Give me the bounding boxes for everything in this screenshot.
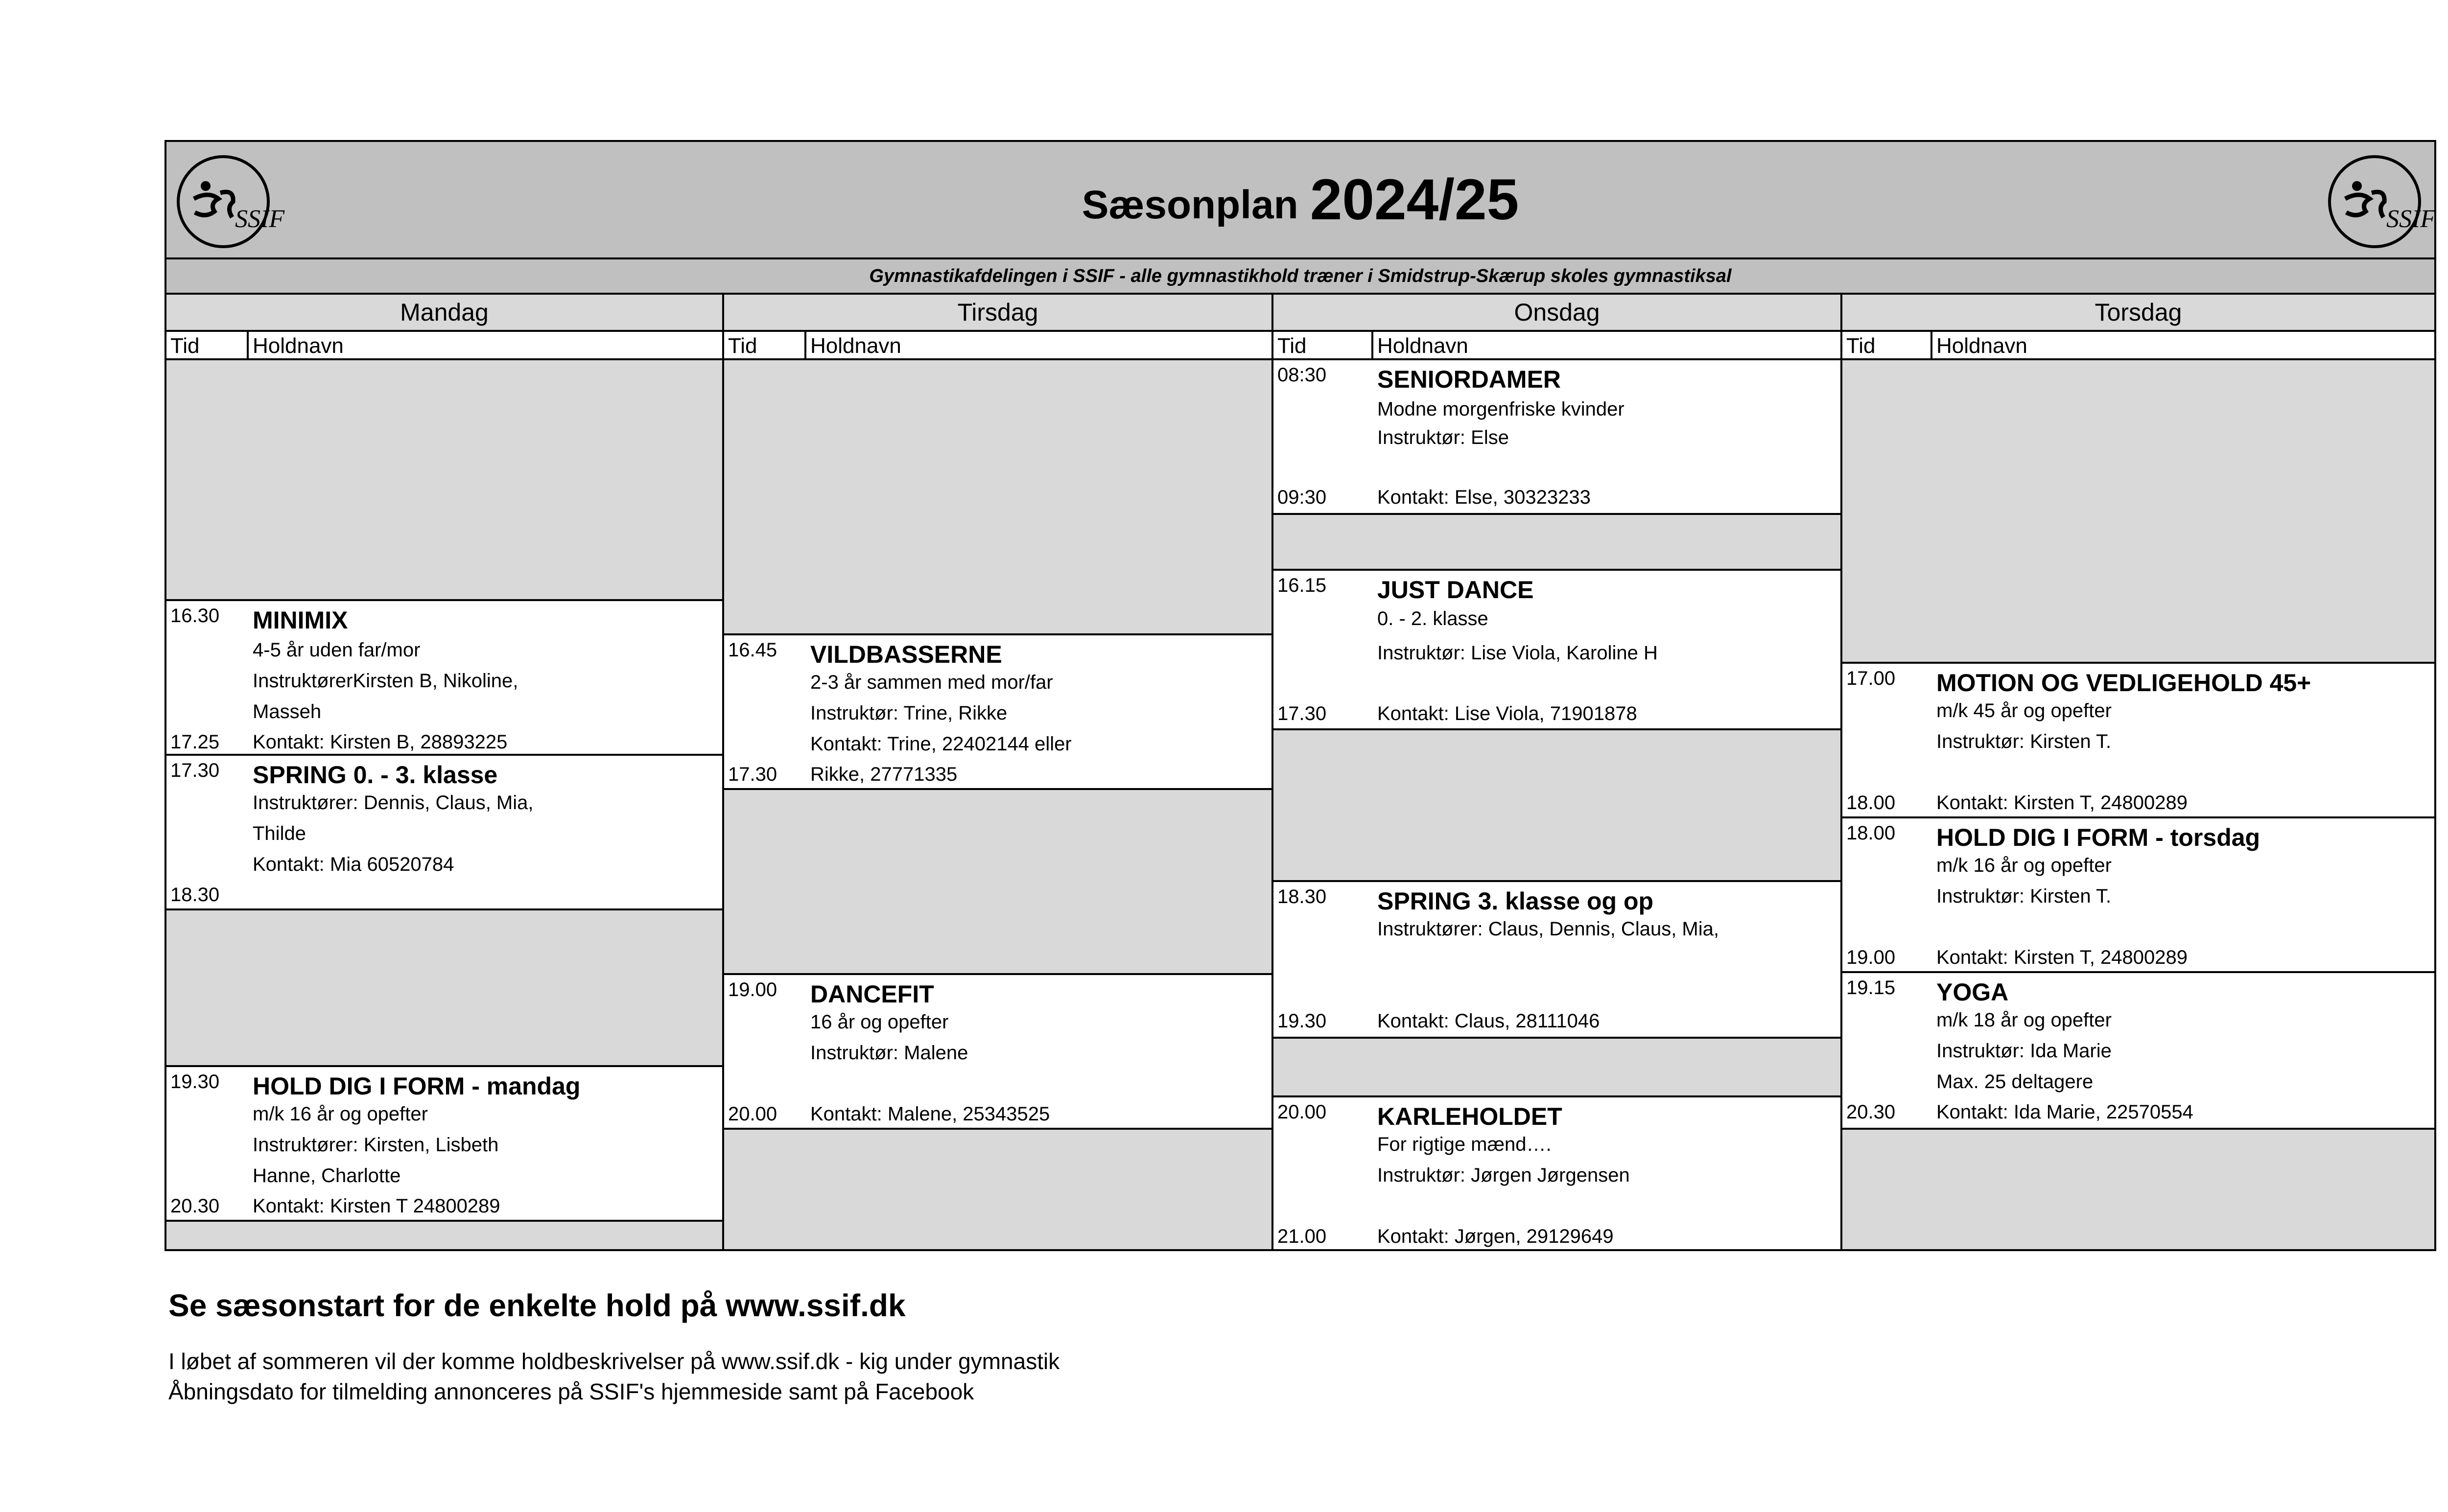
title-year: 2024/25 xyxy=(1310,167,1519,232)
team-line: Instruktør: Ida Marie xyxy=(1936,1040,2112,1062)
team-name: VILDBASSERNE xyxy=(810,641,1002,668)
end-time: 20.00 xyxy=(728,1103,777,1125)
end-time: 20.30 xyxy=(1846,1101,1896,1123)
end-time: 21.00 xyxy=(1277,1226,1327,1247)
team-line: For rigtige mænd…. xyxy=(1377,1134,1552,1155)
start-time: 08:30 xyxy=(1277,364,1327,386)
tid-header: Tid xyxy=(1846,334,1876,358)
end-time: 19.00 xyxy=(1846,947,1896,968)
team-line: m/k 45 år og opefter xyxy=(1936,700,2112,721)
team-line: Instruktører: Dennis, Claus, Mia, xyxy=(253,792,534,814)
team-line: 2-3 år sammen med mor/far xyxy=(810,672,1053,693)
team-name: MINIMIX xyxy=(253,606,348,634)
team-line: Instruktører: Kirsten, Lisbeth xyxy=(253,1134,499,1156)
team-line: m/k 16 år og opefter xyxy=(253,1103,428,1125)
tid-header: Tid xyxy=(728,334,757,358)
team-line: Masseh xyxy=(253,701,322,722)
team-contact: Rikke, 27771335 xyxy=(810,764,958,785)
start-time: 18.00 xyxy=(1846,822,1896,844)
team-line: Instruktør: Trine, Rikke xyxy=(810,702,1008,724)
title-prefix: Sæsonplan xyxy=(1082,183,1298,227)
holdnavn-header: Holdnavn xyxy=(1936,334,2027,358)
team-line: Instruktører: Claus, Dennis, Claus, Mia, xyxy=(1377,918,1719,940)
footer-line-1: I løbet af sommeren vil der komme holdbeskrivelser på www.ssif.dk - kig under gymnastik xyxy=(168,1349,1060,1374)
team-line: Instruktør: Jørgen Jørgensen xyxy=(1377,1164,1630,1186)
logo-text-right: SSIF xyxy=(2386,205,2436,233)
tid-header: Tid xyxy=(1277,334,1307,358)
start-time: 18.30 xyxy=(1277,886,1327,907)
team-line: Instruktør: Else xyxy=(1377,427,1509,448)
holdnavn-header: Holdnavn xyxy=(1377,334,1468,358)
team-line: Modne morgenfriske kvinder xyxy=(1377,398,1624,420)
team-name: SPRING 3. klasse og op xyxy=(1377,887,1654,915)
team-line: 4-5 år uden far/mor xyxy=(253,639,421,661)
team-contact: Kontakt: Ida Marie, 22570554 xyxy=(1936,1101,2193,1123)
tid-header: Tid xyxy=(170,334,200,358)
team-contact: Kontakt: Kirsten T 24800289 xyxy=(253,1195,500,1217)
team-name: HOLD DIG I FORM - mandag xyxy=(253,1072,581,1100)
subtitle: Gymnastikafdelingen i SSIF - alle gymnastikhold træner i Smidstrup-Skærup skoles gymnastiksal xyxy=(165,259,2436,295)
team-name: SENIORDAMER xyxy=(1377,366,1561,393)
team-line: Kontakt: Mia 60520784 xyxy=(253,854,454,875)
day-header-tirsdag: Tirsdag xyxy=(724,295,1271,332)
start-time: 16.15 xyxy=(1277,575,1327,596)
start-time: 17.00 xyxy=(1846,668,1896,689)
team-name: HOLD DIG I FORM - torsdag xyxy=(1936,824,2260,851)
start-time: 19.15 xyxy=(1846,977,1896,999)
team-line: m/k 16 år og opefter xyxy=(1936,855,2112,876)
day-header-onsdag: Onsdag xyxy=(1273,295,1840,332)
start-time: 17.30 xyxy=(170,760,220,781)
team-contact: Kontakt: Kirsten T, 24800289 xyxy=(1936,947,2188,968)
end-time: 18.00 xyxy=(1846,792,1896,814)
team-line: Instruktør: Kirsten T. xyxy=(1936,731,2112,752)
team-line: Instruktør: Malene xyxy=(810,1042,968,1064)
footer-line-2: Åbningsdato for tilmelding annonceres på SSIF's hjemmeside samt på Facebook xyxy=(168,1379,974,1404)
team-name: JUST DANCE xyxy=(1377,576,1534,604)
team-line: Instruktør: Kirsten T. xyxy=(1936,885,2112,907)
end-time: 17.30 xyxy=(1277,703,1327,724)
start-time: 16.30 xyxy=(170,605,220,627)
team-name: MOTION OG VEDLIGEHOLD 45+ xyxy=(1936,669,2311,697)
team-line: m/k 18 år og opefter xyxy=(1936,1009,2112,1031)
team-name: YOGA xyxy=(1936,978,2009,1006)
team-contact: Kontakt: Kirsten B, 28893225 xyxy=(253,731,508,753)
team-contact: Kontakt: Kirsten T, 24800289 xyxy=(1936,792,2188,814)
day-header-mandag: Mandag xyxy=(166,295,722,332)
logo-text-left: SSIF xyxy=(235,205,285,233)
team-line: 16 år og opefter xyxy=(810,1011,949,1033)
team-line: Thilde xyxy=(253,823,306,844)
schedule-frame xyxy=(165,140,2436,1251)
start-time: 19.30 xyxy=(170,1071,220,1093)
end-time: 17.30 xyxy=(728,764,777,785)
team-line: Kontakt: Trine, 22402144 eller xyxy=(810,733,1072,755)
team-contact: Kontakt: Jørgen, 29129649 xyxy=(1377,1226,1614,1247)
day-header-torsdag: Torsdag xyxy=(1842,295,2434,332)
holdnavn-header: Holdnavn xyxy=(253,334,344,358)
team-contact: Kontakt: Lise Viola, 71901878 xyxy=(1377,703,1637,724)
start-time: 19.00 xyxy=(728,979,777,1000)
team-line: Hanne, Charlotte xyxy=(253,1165,401,1186)
team-contact: Kontakt: Malene, 25343525 xyxy=(810,1103,1050,1125)
team-line: InstruktørerKirsten B, Nikoline, xyxy=(253,670,518,692)
team-name: DANCEFIT xyxy=(810,980,934,1008)
team-line: Instruktør: Lise Viola, Karoline H xyxy=(1377,642,1658,664)
end-time: 20.30 xyxy=(170,1195,220,1217)
team-contact: Kontakt: Claus, 28111046 xyxy=(1377,1010,1600,1032)
end-time: 17.25 xyxy=(170,731,220,753)
start-time: 16.45 xyxy=(728,639,777,661)
team-name: SPRING 0. - 3. klasse xyxy=(253,761,498,789)
end-time: 19.30 xyxy=(1277,1010,1327,1032)
end-time: 18.30 xyxy=(170,884,220,906)
team-name: KARLEHOLDET xyxy=(1377,1103,1562,1130)
team-contact: Kontakt: Else, 30323233 xyxy=(1377,487,1591,508)
start-time: 20.00 xyxy=(1277,1101,1327,1123)
team-line: Max. 25 deltagere xyxy=(1936,1071,2094,1093)
team-line: 0. - 2. klasse xyxy=(1377,608,1488,629)
holdnavn-header: Holdnavn xyxy=(810,334,901,358)
footer-headline: Se sæsonstart for de enkelte hold på www.ssif.dk xyxy=(168,1288,906,1323)
end-time: 09:30 xyxy=(1277,487,1327,508)
